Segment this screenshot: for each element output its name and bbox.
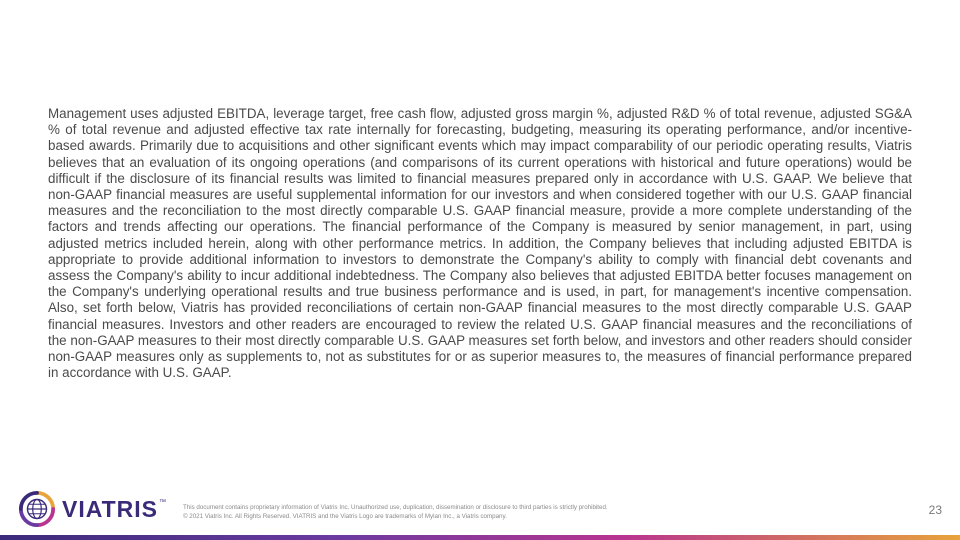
logo-wordmark: VIATRIS xyxy=(62,495,159,522)
footer-disclaimer xyxy=(183,503,608,521)
viatris-globe-icon xyxy=(18,490,56,528)
brand-gradient-bar xyxy=(0,535,960,540)
disclaimer-line-2: © 2021 Viatris Inc. All Rights Reserved. VIATRIS and the Viatris Logo are trademarks of Mylan Inc., a Viatris company. xyxy=(183,513,507,520)
viatris-logo xyxy=(18,490,166,528)
logo-trademark: ™ xyxy=(159,499,167,506)
body-paragraph: Management uses adjusted EBITDA, leverage target, free cash flow, adjusted gross margin %, adjusted R&D % of total revenue, adjusted SG&A % of total revenue and adjusted effective tax rate internally for forecasting, budgeting, measuring its operating performance, and/or incentive-based awards. Primarily due to acquisitions and other significant events which may impact comparability of our periodic operating results, Viatris believes that an evaluation of its ongoing operations (and comparisons of its current operations with historical and future operations) would be difficult if the disclosure of its financial results was limited to financial measures prepared only in accordance with U.S. GAAP. We believe that non-GAAP financial measures are useful supplemental information for our investors and when considered together with our U.S. GAAP financial measures and the reconciliation to the most directly comparable U.S. GAAP financial measure, provide a more complete understanding of the factors and trends affecting our operations. The financial performance of the Company is measured by senior management, in part, using adjusted metrics included herein, along with other performance metrics. In addition, the Company believes that including adjusted EBITDA is appropriate to provide additional information to investors to demonstrate the Company's ability to comply with financial debt covenants and assess the Company's ability to incur additional indebtedness. The Company also believes that adjusted EBITDA better focuses management on the Company's underlying operational results and true business performance and is used, in part, for management's incentive compensation. Also, set forth below, Viatris has provided reconciliations of certain non-GAAP financial measures to the most directly comparable U.S. GAAP financial measures. Investors and other readers are encouraged to review the related U.S. GAAP financial measures and the reconciliations of the non-GAAP measures to their most directly comparable U.S. GAAP measures set forth below, and investors and other readers should consider non-GAAP measures only as supplements to, not as substitutes for or as superior measures to, the measures of financial performance prepared in accordance with U.S. GAAP. xyxy=(48,106,912,381)
page-number: 23 xyxy=(928,503,942,517)
disclaimer-line-1: This document contains proprietary information of Viatris Inc. Unauthorized use, duplication, dissemination or disclosure to third parties is strictly prohibited. xyxy=(183,504,608,511)
